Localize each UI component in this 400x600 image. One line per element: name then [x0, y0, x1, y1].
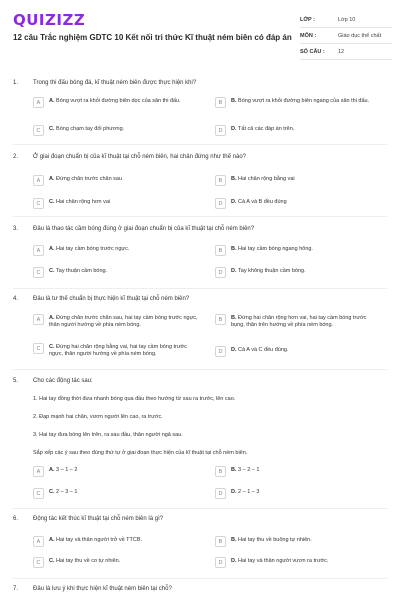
option-letter-box: C [33, 343, 44, 354]
option-a[interactable] [33, 536, 198, 547]
option-label: A. Hai tay và thân người trở về TTCB. [49, 537, 143, 543]
option-a[interactable] [33, 97, 198, 108]
option-label: C. Tay thuận cầm bóng. [49, 268, 108, 274]
option-b[interactable] [215, 536, 380, 547]
question-number: 1. [13, 80, 19, 86]
step-1: 1. Hai tay đồng thời đưa nhanh bóng qua đầu theo hướng từ sau ra trước, lên cao. [33, 396, 236, 402]
worksheet-header [0, 0, 400, 70]
option-c[interactable] [33, 343, 198, 359]
option-c[interactable] [33, 125, 198, 136]
meta-row-count [300, 44, 392, 60]
question-number: 2. [13, 154, 19, 160]
option-d[interactable] [215, 488, 380, 499]
option-label: A. Bóng vượt ra khỏi đường biên dọc của sân thi đấu. [49, 98, 181, 104]
meta-row-subject [300, 28, 392, 44]
option-letter-box: A [33, 466, 44, 477]
option-a[interactable] [33, 245, 198, 256]
option-b[interactable] [215, 466, 380, 477]
option-letter-box: B [215, 536, 226, 547]
option-letter-box: B [215, 175, 226, 186]
option-letter-box: D [215, 198, 226, 209]
option-d[interactable] [215, 125, 380, 136]
option-letter-box: B [215, 314, 226, 325]
option-d[interactable] [215, 346, 380, 357]
option-letter-box: B [215, 466, 226, 477]
option-label: C. Đứng hai chân rộng bằng vai, hai tay cầm bóng trước ngực, thân người hướng về phía ném bóng. [49, 344, 187, 358]
question-divider [13, 578, 387, 579]
option-label: D. Tay không thuận cầm bóng. [231, 268, 306, 274]
option-label: D. Hai tay và thân người vươn ra trước. [231, 558, 329, 564]
option-d[interactable] [215, 267, 380, 278]
question-text: Đâu là lưu ý khi thực hiện kĩ thuật ném biên tại chỗ? [33, 586, 172, 592]
question-number: 3. [13, 226, 19, 232]
option-label: D. Cả A và C đều đúng. [231, 347, 289, 353]
option-label: C. Bóng chạm tay đối phương. [49, 126, 125, 132]
question-divider [13, 508, 387, 509]
meta-label: MÔN : [300, 32, 317, 39]
question-number: 6. [13, 516, 19, 522]
option-a[interactable] [33, 175, 198, 186]
option-label: A. Đứng chân trước chân sau, hai tay cầm bóng trước ngực, thân người hướng về phía ném bóng. [49, 315, 198, 329]
option-b[interactable] [215, 245, 380, 256]
option-letter-box: C [33, 198, 44, 209]
meta-row-class [300, 12, 392, 28]
meta-label: LỚP : [300, 16, 315, 23]
option-letter-box: B [215, 245, 226, 256]
option-letter-box: A [33, 536, 44, 547]
option-letter-box: C [33, 125, 44, 136]
option-b[interactable] [215, 175, 380, 186]
question-number: 4. [13, 296, 19, 302]
option-label: D. 2 – 1 – 3 [231, 489, 260, 495]
option-label: A. Hai tay cầm bóng trước ngực. [49, 246, 130, 252]
option-b[interactable] [215, 314, 380, 330]
option-label: A. Đứng chân trước chân sau [49, 176, 123, 182]
option-label: B. Hai chân rộng bằng vai [231, 176, 295, 182]
option-a[interactable] [33, 314, 198, 330]
option-letter-box: A [33, 97, 44, 108]
option-label: B. Hai tay thu về buông tự nhiên. [231, 537, 312, 543]
question-divider [13, 216, 387, 217]
quizizz-logo: QUIZIZZ [13, 11, 86, 29]
question-number: 7. [13, 586, 19, 592]
option-letter-box: D [215, 557, 226, 568]
option-d[interactable] [215, 557, 380, 568]
option-label: C. Hai tay thu về co tự nhiên. [49, 558, 121, 564]
option-letter-box: D [215, 346, 226, 357]
question-prompt: Sắp xếp các ý sau theo đúng thứ tự ở giai đoạn thực hiện của kĩ thuật tại chỗ ném biên. [33, 450, 248, 456]
question-divider [13, 144, 387, 145]
meta-value: Lớp 10 [338, 16, 356, 23]
option-c[interactable] [33, 488, 198, 499]
question-divider [13, 288, 387, 289]
question-text: Đâu là tư thế chuẩn bị thực hiện kĩ thuật tại chỗ ném biên? [33, 296, 190, 302]
option-label: C. 2 – 3 – 1 [49, 489, 78, 495]
question-divider [13, 369, 387, 370]
option-label: B. Bóng vượt ra khỏi đường biên ngang của sân thi đấu. [231, 98, 370, 104]
option-letter-box: A [33, 245, 44, 256]
option-letter-box: A [33, 175, 44, 186]
meta-label: SỐ CÂU : [300, 48, 325, 55]
question-text: Ở giai đoạn chuẩn bị của kĩ thuật tại chỗ ném biên, hai chân đứng như thế nào? [33, 154, 246, 160]
option-c[interactable] [33, 267, 198, 278]
question-text: Động tác kết thúc kĩ thuật tại chỗ ném biên là gì? [33, 516, 164, 522]
question-number: 5. [13, 378, 19, 384]
option-c[interactable] [33, 557, 198, 568]
option-b[interactable] [215, 97, 380, 108]
option-letter-box: A [33, 314, 44, 325]
step-2: 2. Đạp mạnh hai chân, vươn người lên cao, ra trước. [33, 414, 163, 420]
question-text: Cho các động tác sau: [33, 378, 93, 384]
option-c[interactable] [33, 198, 198, 209]
option-d[interactable] [215, 198, 380, 209]
option-letter-box: D [215, 125, 226, 136]
option-letter-box: D [215, 267, 226, 278]
worksheet-title: 12 câu Trắc nghiệm GDTC 10 Kết nối tri thức Kĩ thuật ném biên có đáp án [13, 33, 292, 42]
option-a[interactable] [33, 466, 198, 477]
step-3: 3. Hai tay đưa bóng lên trên, ra sau đầu, thân người ngả sau. [33, 432, 183, 438]
option-label: A. 3 – 1 – 2 [49, 467, 78, 473]
question-text: Trong thi đấu bóng đá, kĩ thuật ném biên được thực hiện khi? [33, 80, 197, 86]
option-letter-box: B [215, 97, 226, 108]
meta-value: 12 [338, 48, 345, 55]
worksheet-meta [300, 12, 392, 60]
option-letter-box: C [33, 488, 44, 499]
option-letter-box: C [33, 267, 44, 278]
option-label: B. Đứng hai chân rộng hơn vai, hai tay cầm bóng trước bụng, thân trên hướng về phía ném bóng. [231, 315, 367, 329]
option-label: B. 3 – 2 – 1 [231, 467, 260, 473]
question-text: Đâu là thao tác cầm bóng đúng ở giai đoạn chuẩn bị của kĩ thuật tại chỗ ném biên? [33, 226, 255, 232]
option-label: C. Hai chân rộng hơn vai [49, 199, 111, 205]
option-label: D. Cả A và B đều đúng [231, 199, 287, 205]
option-letter-box: C [33, 557, 44, 568]
option-label: D. Tất cả các đáp án trên. [231, 126, 295, 132]
option-label: B. Hai tay cầm bóng ngang hông. [231, 246, 313, 252]
meta-value: Giáo dục thể chất [338, 32, 382, 39]
option-letter-box: D [215, 488, 226, 499]
